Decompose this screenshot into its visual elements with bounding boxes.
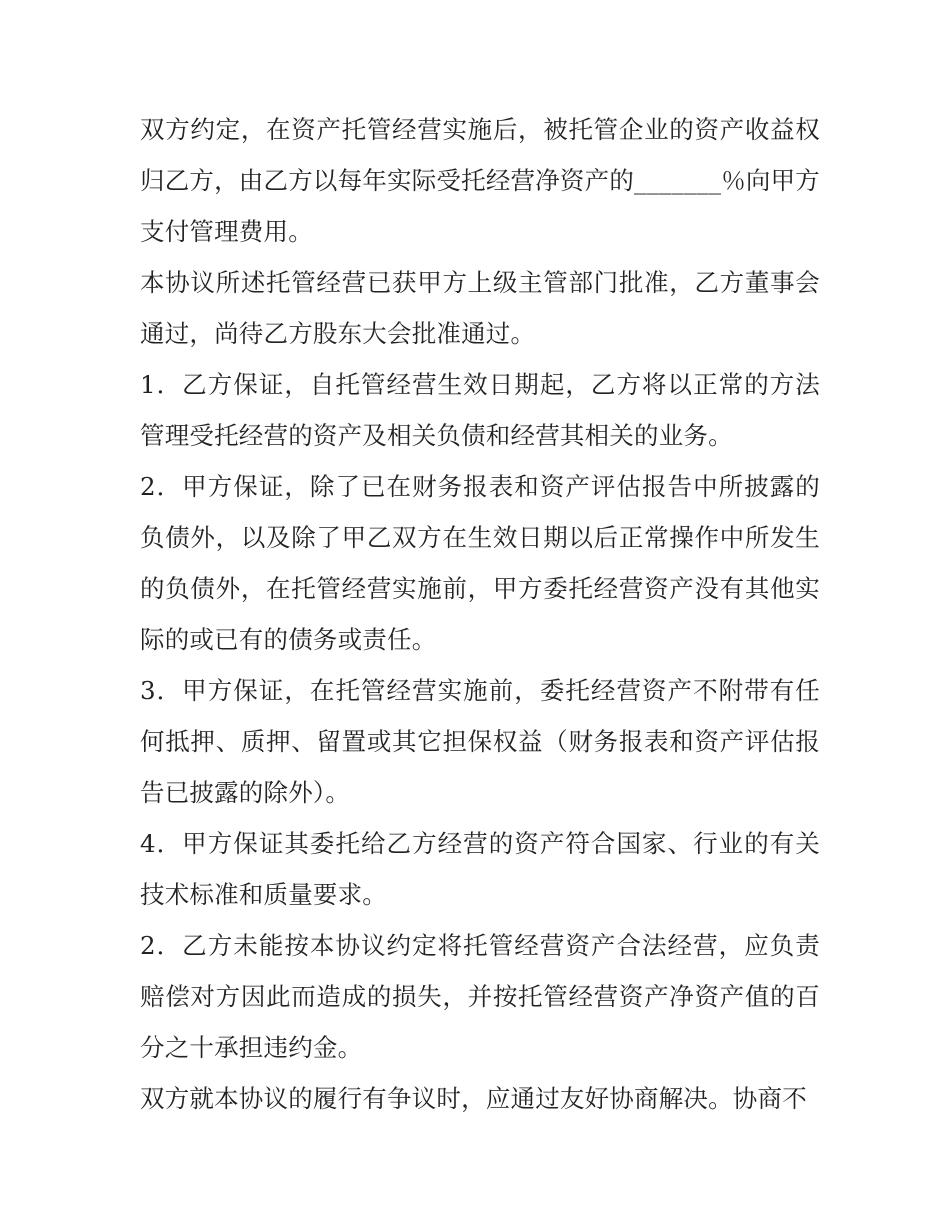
- paragraph-clause-4: 4．甲方保证其委托给乙方经营的资产符合国家、行业的有关技术标准和质量要求。: [140, 829, 820, 909]
- paragraph-dispute-resolution: 双方就本协议的履行有争议时，应通过友好协商解决。协商不: [140, 1084, 807, 1113]
- paragraph-clause-3: 3．甲方保证，在托管经营实施前，委托经营资产不附带有任何抵押、质押、留置或其它担保权益（财务报表和资产评估报告已披露的除外）。: [140, 676, 820, 807]
- paragraph-approval: 本协议所述托管经营已获甲方上级主管部门批准，乙方董事会通过，尚待乙方股东大会批准通过。: [140, 268, 820, 348]
- paragraph-clause-1: 1．乙方保证，自托管经营生效日期起，乙方将以正常的方法管理受托经营的资产及相关负债和经营其相关的业务。: [140, 370, 820, 450]
- document-page: [140, 104, 820, 1124]
- paragraph-clause-2: 2．甲方保证，除了已在财务报表和资产评估报告中所披露的负债外，以及除了甲乙双方在生效日期以后正常操作中所发生的负债外，在托管经营实施前，甲方委托经营资产没有其他实际的或已有的债务或责任。: [140, 472, 820, 654]
- paragraph-breach-liability: 2．乙方未能按本协议约定将托管经营资产合法经营，应负责赔偿对方因此而造成的损失，并按托管经营资产净资产值的百分之十承担违约金。: [140, 931, 820, 1062]
- paragraph-fee-agreement: 双方约定，在资产托管经营实施后，被托管企业的资产收益权归乙方，由乙方以每年实际受托经营净资产的_______％向甲方支付管理费用。: [140, 115, 820, 246]
